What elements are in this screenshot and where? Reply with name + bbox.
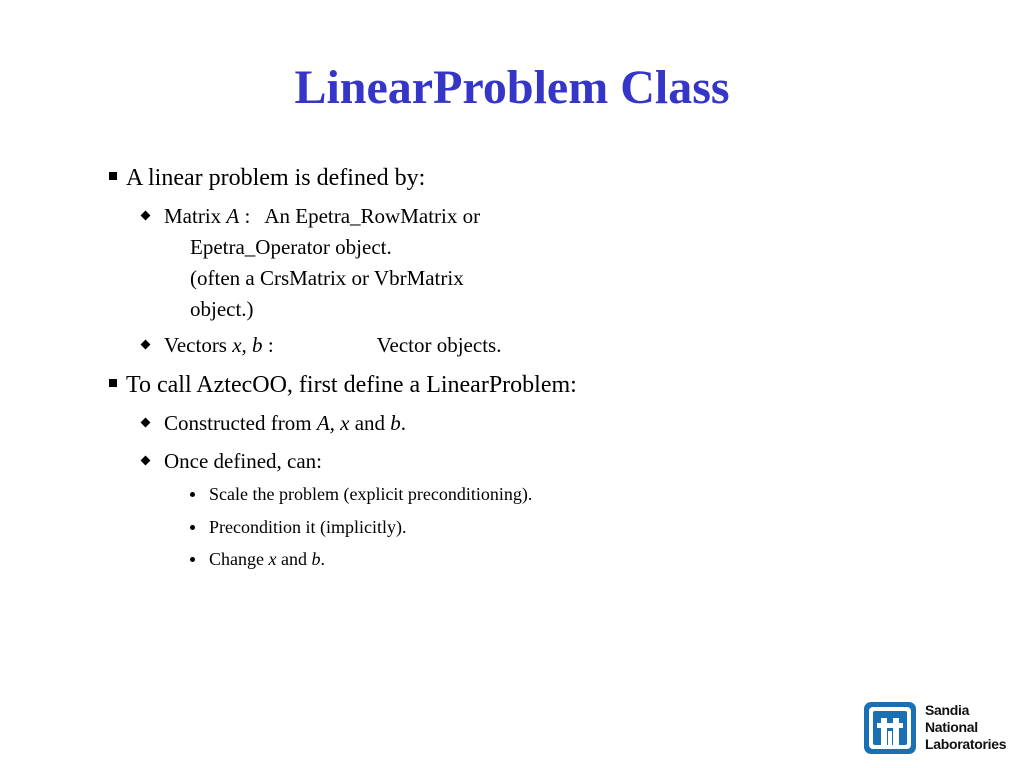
change-prefix: Change bbox=[209, 549, 269, 569]
change-var-b: b bbox=[311, 549, 321, 569]
matrix-var: A bbox=[226, 204, 240, 228]
matrix-desc-line3: (often a CrsMatrix or VbrMatrix bbox=[190, 266, 464, 290]
square-bullet-icon bbox=[109, 379, 117, 387]
bullet-text: Scale the problem (explicit preconditioning). bbox=[209, 484, 533, 504]
bullet-text: To call AztecOO, first define a LinearProblem: bbox=[126, 372, 577, 398]
diamond-bullet-icon bbox=[141, 456, 151, 466]
bullet-text: A linear problem is defined by: bbox=[126, 165, 426, 191]
logo-text bbox=[925, 702, 1006, 753]
diamond-bullet-icon bbox=[141, 211, 151, 221]
matrix-desc-line4: object.) bbox=[190, 297, 254, 321]
logo-line-national: National bbox=[925, 719, 978, 735]
logo-line-sandia: Sandia bbox=[925, 702, 970, 718]
change-and: and bbox=[276, 549, 312, 569]
sandia-thunderbird-icon bbox=[863, 701, 917, 755]
bullet-text: Once defined, can: bbox=[164, 449, 323, 473]
slide-title: LinearProblem Class bbox=[294, 61, 730, 114]
constructed-and: and bbox=[349, 411, 391, 435]
matrix-label bbox=[164, 202, 480, 230]
bullet-text: Precondition it (implicitly). bbox=[209, 517, 407, 537]
dot-bullet-icon bbox=[190, 557, 195, 562]
constructed-prefix: Constructed from bbox=[164, 411, 317, 435]
matrix-sep: : bbox=[239, 204, 251, 228]
matrix-desc-line1: An Epetra_RowMatrix or bbox=[264, 204, 481, 228]
constructed-label bbox=[164, 409, 406, 437]
sandia-logo bbox=[863, 700, 1007, 756]
constructed-var-b: b bbox=[390, 411, 401, 435]
change-end: . bbox=[320, 549, 325, 569]
diamond-bullet-icon bbox=[141, 418, 151, 428]
vectors-sep: : bbox=[262, 333, 274, 357]
vectors-label bbox=[164, 331, 501, 359]
vectors-vars: x, b bbox=[232, 333, 263, 357]
constructed-vars: A, x bbox=[316, 411, 350, 435]
dot-bullet-icon bbox=[190, 525, 195, 530]
change-var-x: x bbox=[268, 549, 277, 569]
logo-line-laboratories: Laboratories bbox=[925, 736, 1007, 752]
dot-bullet-icon bbox=[190, 492, 195, 497]
diamond-bullet-icon bbox=[141, 340, 151, 350]
matrix-desc-line2: Epetra_Operator object. bbox=[190, 235, 392, 259]
vectors-desc: Vector objects. bbox=[376, 333, 502, 357]
constructed-end: . bbox=[400, 411, 407, 435]
change-label bbox=[209, 547, 325, 571]
square-bullet-icon bbox=[109, 172, 117, 180]
matrix-prefix: Matrix bbox=[164, 204, 227, 228]
vectors-prefix: Vectors bbox=[164, 333, 233, 357]
